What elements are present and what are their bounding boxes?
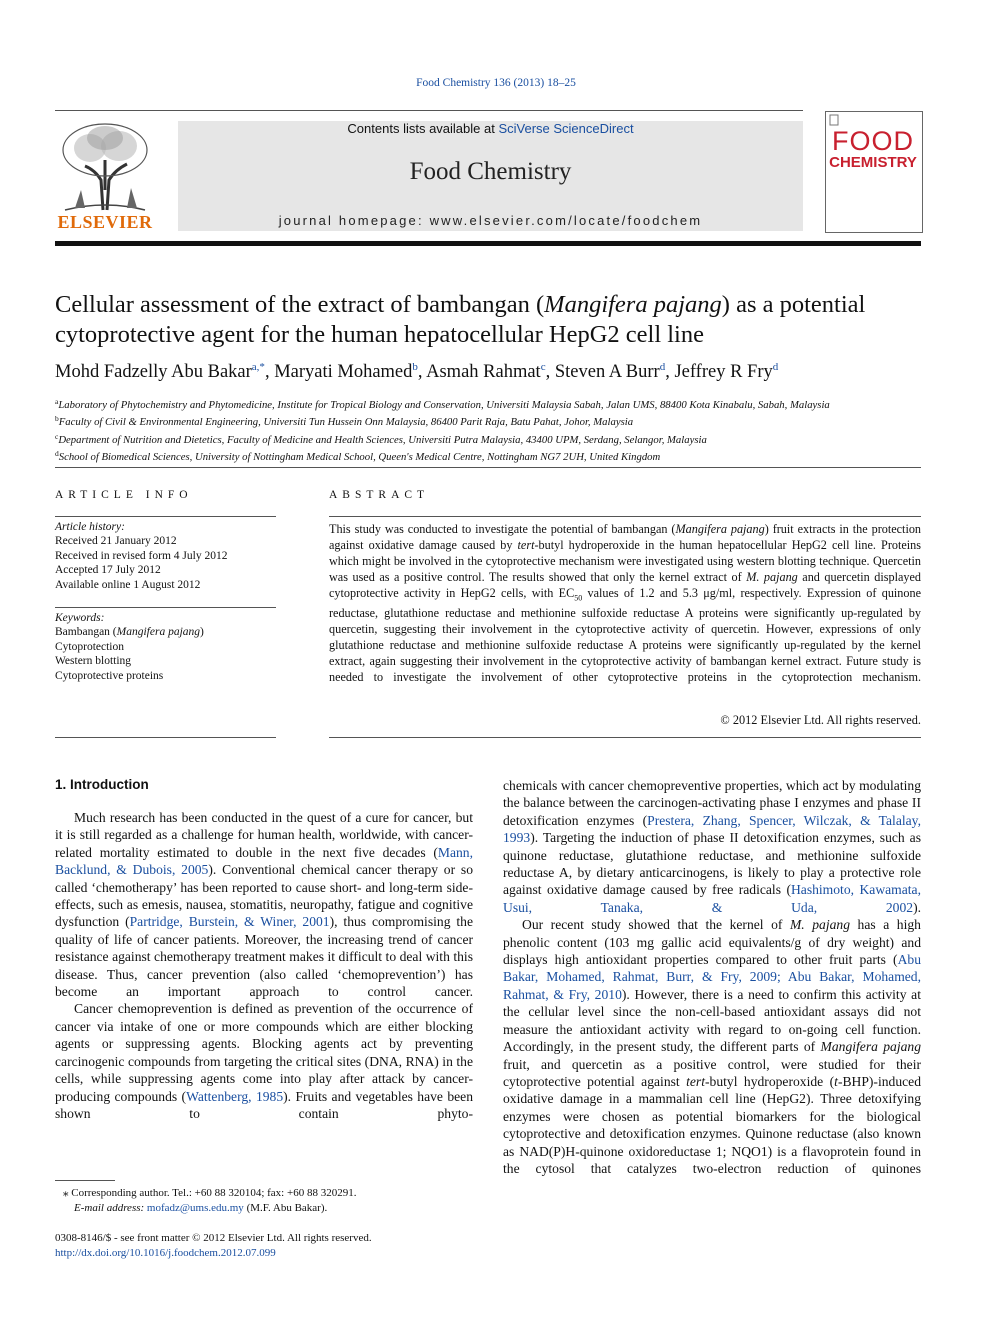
cover-title-chemistry: CHEMISTRY bbox=[829, 154, 917, 171]
citation-link[interactable]: Abu Bakar, Mohamed, Rahmat, Burr, & Fry, 2009; Abu Bakar, Mohamed, Rahmat, & Fry, 2010 bbox=[503, 952, 921, 1002]
affiliations-rule bbox=[55, 467, 921, 468]
citation-link[interactable]: Hashimoto, Kawamata, Usui, Tanaka, & Uda, 2002 bbox=[503, 882, 921, 915]
footnote-email-line: E-mail address: mofadz@ums.edu.my (M.F. Abu Bakar). bbox=[74, 1201, 328, 1214]
keyword-item: Cytoprotection bbox=[55, 640, 124, 653]
abstract-copyright: © 2012 Elsevier Ltd. All rights reserved. bbox=[720, 713, 921, 727]
article-info-rule bbox=[55, 607, 276, 608]
article-info-rule bbox=[55, 516, 276, 517]
citation-link[interactable]: Mann, Backlund, & Dubois, 2005 bbox=[55, 844, 473, 878]
author-3-affil[interactable]: c bbox=[540, 361, 546, 373]
affiliation-a: $^a$Laboratory of Phytochemistry and Phytomedicine, Institute for Tropical Biology and Conservation, Universiti Malaysia Sabah, Jalan UMS, 88400 Kota Kinabalu, Sabah, Malaysia bbox=[55, 397, 830, 411]
author-1-affil[interactable]: a,* bbox=[251, 361, 265, 373]
bottom-publication-info bbox=[55, 1231, 475, 1260]
author-4[interactable]: Steven A Burr bbox=[554, 362, 660, 382]
journal-title: Food Chemistry bbox=[409, 158, 572, 185]
article-history bbox=[55, 520, 285, 592]
affiliation-c: $^c$Department of Nutrition and Dietetics, Faculty of Medicine and Health Sciences, Universiti Putra Malaysia, 43400 UPM, Serdang, Selangor, Malaysia bbox=[55, 431, 707, 446]
keywords-label: Keywords: bbox=[55, 612, 105, 624]
abstract-heading: ABSTRACT bbox=[329, 489, 430, 501]
contents-prefix: Contents lists available at bbox=[347, 121, 499, 136]
body-paragraph: Our recent study showed that the kernel of M. pajang has a high phenolic content (103 mg gallic acid equivalents/g of dry weight) and displays high antioxidant properties compared to other fruit parts (Abu Bakar, Mohamed, Rahmat, Burr, & Fry, 2009; Abu Bakar, Mohamed, Rahmat, & Fry, 2010). However, there is a need to confirm this activity at the cellular level since the non-cell-based antioxidant assays did not measure the antioxidant activity with regard to on-going cell function. Accordingly, in the present study, the different parts of Mangifera pajang fruit, and quercetin as a positive control, were studied for their cytoprotective potential against tert-butyl hydroperoxide (t-BHP)-induced oxidative damage in a mammalian cell line (HepG2). Three detoxifying enzymes were chosen as potential biomarkers for the biological cytoprotective and detoxification enzymes. Quinone reductase (also known as NAD(P)H-quinone oxidoreductase 1; NQO1) is a flavoprotein found in the cytosol that catalyzes two-electron reduction of quinones bbox=[503, 917, 921, 1176]
keyword-item: Bambangan (Mangifera pajang) bbox=[55, 626, 204, 639]
affiliation-d: $^d$School of Biomedical Sciences, University of Nottingham Medical School, Queen's Medical Centre, Nottingham NG7 2UH, United Kingdom bbox=[55, 449, 661, 464]
doi-link[interactable]: http://dx.doi.org/10.1016/j.foodchem.2012.07.099 bbox=[55, 1246, 276, 1259]
author-2[interactable]: Maryati Mohamed bbox=[274, 362, 413, 382]
history-revised: Received in revised form 4 July 2012 bbox=[55, 549, 228, 562]
abstract-text: This study was conducted to investigate the potential of bambangan (Mangifera pajang) fruit extracts in the protection against oxidative damage caused by tert-butyl hydroperoxide in the human hepatocellular HepG2 cell line. Proteins which might be involved in the cytoprotective mechanism were investigated using western blotting technique. Quercetin was used as a positive control. The results showed that only the kernel extract of M. pajang and quercetin displayed cytoprotective activity in HepG2 cells, with $EC_{50}$ values of 1.2 and 5.3 μg/ml, respectively. Expression of quinone reductase, glutathione reductase and methionine sulfoxide reductase A proteins were significantly up-regulated by quercetin, suggesting their involvement in the cytoprotective activity of quercetin. However, expressions of only glutathione reductase and methionine sulfoxide reductase A proteins were significantly up-regulated by the kernel extract, again suggesting their involvement in the cytoprotective activity of bambangan kernel extract. Future study is needed to investigate the involvement of other cytoprotective proteins in the cytoprotection mechanism. bbox=[329, 522, 922, 684]
body-paragraph: Much research has been conducted in the quest of a cure for cancer, but it is still regarded as a challenge for human health, worldwide, with cancer-related mortality estimated to double in the next five decades (Mann, Backlund, & Dubois, 2005). Conventional chemical cancer therapy or so called ‘chemotherapy’ has been reported to cause short- and long-term side-effects, such as emesis, nausea, stomatitis, neuropathy, fatigue and cognitive dysfunction (Partridge, Burstein, & Winer, 2001), thus compromising the quality of life of cancer patients. Moreover, the increasing trend of cancer resistance against chemotherapy treatment makes it difficult to deal with this disease. Thus, cancer prevention (also called ‘chemoprevention’) has become an important approach to control cancer. bbox=[55, 810, 473, 1000]
body-column-right bbox=[503, 777, 921, 1177]
abstract-rule bbox=[329, 737, 921, 738]
history-accepted: Accepted 17 July 2012 bbox=[55, 564, 161, 577]
affiliation-b: $^b$Faculty of Civil & Environmental Engineering, Universiti Tun Hussein Onn Malaysia, 86400 Parit Raja, Batu Pahat, Johor, Malaysia bbox=[55, 414, 634, 429]
author-5-affil[interactable]: d bbox=[772, 361, 779, 373]
author-3[interactable]: Asmah Rahmat bbox=[426, 362, 541, 382]
footnote-contact: ⁎ Corresponding author. Tel.: +60 88 320104; fax: +60 88 320291. bbox=[63, 1187, 357, 1199]
keyword-item: Western blotting bbox=[55, 655, 132, 668]
author-5[interactable]: Jeffrey R Fry bbox=[674, 362, 773, 382]
sciencedirect-link[interactable]: SciVerse ScienceDirect bbox=[498, 121, 634, 136]
contents-available-line bbox=[178, 121, 803, 136]
article-info-rule bbox=[55, 737, 276, 738]
section-heading-introduction: 1. Introduction bbox=[55, 777, 149, 792]
author-list: Mohd Fadzelly Abu Bakar$^{a,*}$, Maryati Mohamed$^b$, Asmah Rahmat$^c$, Steven A Burr$^d$, Jeffrey R Fry$^d$ bbox=[55, 361, 779, 382]
history-label: Article history: bbox=[55, 521, 125, 533]
citation-link[interactable]: Partridge, Burstein, & Winer, 2001 bbox=[129, 914, 330, 930]
article-title: Cellular assessment of the extract of bambangan (Mangifera pajang) as a potential cytoprotective agent for the human hepatocellular HepG2 cell line bbox=[55, 291, 866, 348]
affiliations bbox=[55, 395, 935, 465]
header-thick-rule bbox=[55, 241, 921, 246]
body-column-left bbox=[55, 777, 473, 1122]
author-4-affil[interactable]: d bbox=[659, 361, 666, 373]
author-2-affil[interactable]: b bbox=[412, 361, 418, 373]
body-paragraph: Cancer chemoprevention is defined as prevention of the occurrence of cancer via intake of one or more compounds which are either blocking agents or suppressing agents. Blocking agents act by preventing carcinogenic compounds from targeting the critical sites (DNA, RNA) in the cells, while suppressing agents come into play after attack by cancer-producing compounds (Wattenberg, 1985). Fruits and vegetables have been shown to contain phyto- bbox=[55, 1001, 474, 1121]
cover-title-food: FOOD bbox=[832, 126, 914, 156]
footnote-rule bbox=[55, 1180, 115, 1181]
keyword-item: Cytoprotective proteins bbox=[55, 669, 164, 682]
author-1[interactable]: Mohd Fadzelly Abu Bakar bbox=[55, 362, 252, 382]
journal-homepage-link[interactable]: journal homepage: www.elsevier.com/locate/foodchem bbox=[278, 213, 703, 228]
corresponding-author-footnote bbox=[55, 1186, 475, 1215]
email-link[interactable]: mofadz@ums.edu.my bbox=[146, 1201, 244, 1214]
article-info-heading: ARTICLE INFO bbox=[55, 489, 193, 501]
history-received: Received 21 January 2012 bbox=[55, 535, 177, 548]
abstract-rule bbox=[329, 516, 921, 517]
history-online: Available online 1 August 2012 bbox=[55, 578, 201, 591]
body-paragraph: chemicals with cancer chemopreventive properties, which act by modulating the balance between the carcinogen-activating phase I enzymes and phase II detoxification enzymes (Prestera, Zhang, Spencer, Wilczak, & Talalay, 1993). Targeting the induction of phase II detoxification enzymes, such as quinone reductase, glutathione reductase, and methionine sulfoxide reductase A, by dietary anticarcinogens, is likely to play a protective role against oxidative damage caused by free radicals (Hashimoto, Kawamata, Usui, Tanaka, & Uda, 2002). bbox=[503, 778, 921, 915]
issn-line: 0308-8146/$ - see front matter © 2012 Elsevier Ltd. All rights reserved. bbox=[55, 1232, 372, 1244]
elsevier-logo-text: ELSEVIER bbox=[57, 212, 153, 232]
citation-link[interactable]: Wattenberg, 1985 bbox=[186, 1088, 284, 1104]
cover-badge-icon bbox=[829, 114, 839, 126]
header-rule bbox=[55, 110, 803, 111]
keywords bbox=[55, 611, 285, 683]
citation-link[interactable]: Prestera, Zhang, Spencer, Wilczak, & Talalay, 1993 bbox=[503, 812, 921, 846]
journal-reference-link[interactable]: Food Chemistry 136 (2013) 18–25 bbox=[416, 77, 576, 89]
